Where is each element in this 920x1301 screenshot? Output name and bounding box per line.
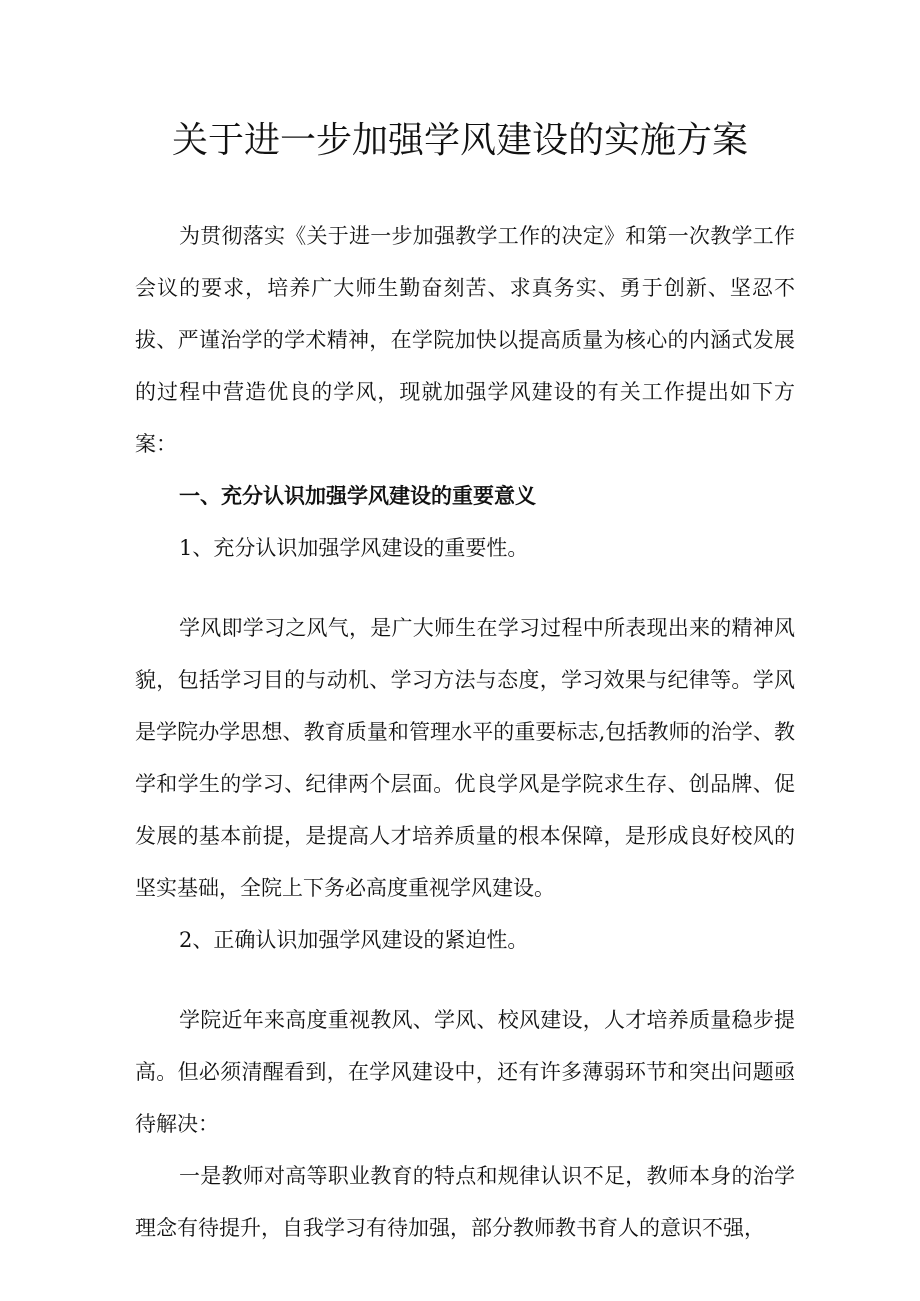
document-body bbox=[135, 210, 795, 1254]
spacer bbox=[135, 574, 795, 602]
item-1-paragraph: 学风即学习之风气，是广大师生在学习过程中所表现出来的精神风貌，包括学习目的与动机、学习方法与态度，学习效果与纪律等。学风是学院办学思想、教育质量和管理水平的重要标志,包括教师的治学、教学和学生的学习、纪律两个层面。优良学风是学院求生存、创品牌、促发展的基本前提，是提高人才培养质量的根本保障，是形成良好校风的坚实基础，全院上下务必高度重视学风建设。 bbox=[135, 616, 795, 900]
item-1-title: 1、充分认识加强学风建设的重要性。 bbox=[179, 536, 529, 560]
intro-paragraph: 为贯彻落实《关于进一步加强教学工作的决定》和第一次教学工作会议的要求，培养广大师生勤奋刻苦、求真务实、勇于创新、坚忍不拔、严谨治学的学术精神，在学院加快以提高质量为核心的内涵式发展的过程中营造优良的学风，现就加强学风建设的有关工作提出如下方案： bbox=[135, 224, 795, 456]
spacer bbox=[135, 966, 795, 994]
document-title: 关于进一步加强学风建设的实施方案 bbox=[171, 120, 748, 161]
section-heading-1: 一、充分认识加强学风建设的重要意义 bbox=[179, 484, 536, 508]
item-2-paragraph: 学院近年来高度重视教风、学风、校风建设，人才培养质量稳步提高。但必须清醒看到，在学风建设中，还有许多薄弱环节和突出问题亟待解决： bbox=[135, 1008, 795, 1136]
item-2-point-1: 一是教师对高等职业教育的特点和规律认识不足，教师本身的治学理念有待提升，自我学习有待加强，部分教师教书育人的意识不强， bbox=[135, 1164, 795, 1240]
item-2-title: 2、正确认识加强学风建设的紧迫性。 bbox=[179, 928, 529, 952]
